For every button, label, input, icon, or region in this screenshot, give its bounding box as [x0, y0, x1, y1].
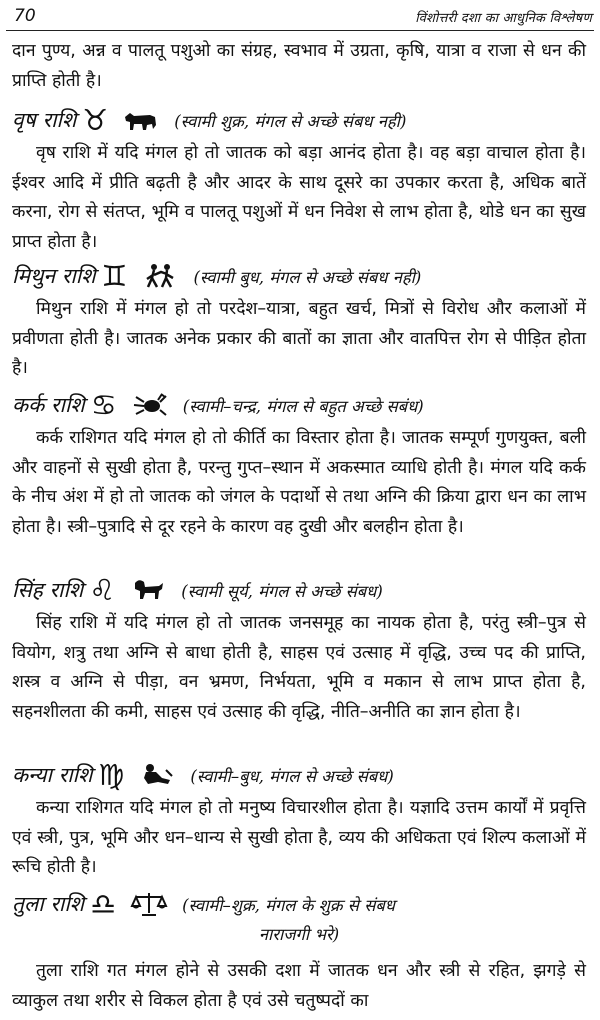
- rashi-name: मिथुन राशि: [12, 264, 96, 288]
- twins-icon: [142, 263, 180, 289]
- taurus-symbol-icon: ♉: [82, 102, 109, 137]
- libra-symbol-icon: ♎: [90, 886, 117, 921]
- lord-relation-continued: नाराजगी भरे): [258, 925, 340, 944]
- rashi-name: तुला राशि: [12, 892, 85, 916]
- section-paragraph-kark: कर्क राशिगत यदि मंगल हो तो कीर्ति का विस्तार होता है। जातक सम्पूर्ण गुणयुक्त, बली और वाहनों से सुखी होता है, परन्तु गुप्त–स्थान में अकस्मात व्याधि होती है। मंगल यदि कर्क के नीच अंश में हो तो जातक को जंगल के पदार्थो से तथा अग्नि की क्रिया द्वारा धन का लाभ होता है। स्त्री–पुत्रादि से दूर रहने के कारण वह दुखी और बलहीन होता है।: [12, 428, 586, 537]
- page-header: [6, 4, 594, 31]
- lord-relation: (स्वामी बुध, मंगल से अच्छे संबध नही): [193, 267, 422, 287]
- cancer-symbol-icon: ♋: [90, 387, 117, 422]
- section-heading-mithun: [12, 258, 586, 294]
- rashi-name: कर्क राशि: [12, 393, 85, 417]
- lion-icon: [129, 577, 167, 603]
- section-heading-vrish: [12, 102, 586, 138]
- section-heading-tula: [12, 886, 586, 922]
- section-paragraph-tula: तुला राशि गत मंगल होने से उसकी दशा में जातक धन और स्त्री से रहित, झगड़े से व्याकुल तथा शरीर से विकल होता है एवं उसे चतुष्पदों का: [12, 961, 586, 1011]
- virgo-symbol-icon: ♍: [98, 757, 125, 792]
- lord-relation: (स्वामी–शुक्र, मंगल के शुक्र से संबध: [182, 895, 395, 915]
- section-heading-singh: [12, 572, 586, 608]
- crab-icon: [131, 392, 169, 418]
- rashi-name: सिंह राशि: [12, 578, 84, 602]
- section-heading-kark: [12, 387, 586, 423]
- section-heading-kanya: [12, 757, 586, 793]
- maiden-icon: [138, 762, 176, 788]
- rashi-name: वृष राशि: [12, 108, 77, 132]
- rashi-name: कन्या राशि: [12, 763, 93, 787]
- page-number: 70: [14, 6, 36, 26]
- lord-relation: (स्वामी–चन्द्र, मंगल से बहुत अच्छे सबंध): [182, 396, 424, 416]
- bull-icon: [122, 107, 160, 133]
- section-paragraph-singh: सिंह राशि में यदि मंगल हो तो जातक जनसमूह का नायक होता है, परंतु स्त्री–पुत्र से वियोग, शत्रु तथा अग्नि से बाधा होती है, साहस एवं उत्साह में वृद्धि, उच्च पद की प्राप्ति, शस्त्र व अग्नि से पीड़ा, वन भ्रमण, निर्भयता, भूमि व मकान से लाभ प्राप्त होता है, सहनशीलता की कमी, साहस एवं उत्साह की वृद्धि, नीति–अनीति का ज्ञान होता है।: [12, 613, 586, 722]
- lord-relation: (स्वामी–बुध, मंगल से अच्छे संबध): [190, 766, 394, 786]
- lord-relation: (स्वामी शुक्र, मंगल से अच्छे संबध नही): [174, 111, 407, 131]
- section-paragraph-vrish: वृष राशि में यदि मंगल हो तो जातक को बड़ा आनंद होता है। वह बड़ा वाचाल होता है। ईश्वर आदि में प्रीति बढ़ती है और आदर के साथ दूसरे का उपकार करता है, अधिक बातें करना, रोग से संतप्त, भूमि व पालतू पशुओं में धन निवेश से लाभ होता है, थोडे धन का सुख प्राप्त होता है।: [12, 143, 586, 252]
- scales-icon: [130, 891, 168, 917]
- gemini-symbol-icon: ♊: [101, 258, 128, 293]
- lord-relation: (स्वामी सूर्य, मंगल से अच्छे संबध): [181, 581, 383, 601]
- section-paragraph-kanya: कन्या राशिगत यदि मंगल हो तो मनुष्य विचारशील होता है। यज्ञादि उत्तम कार्यों में प्रवृत्ति एवं स्त्री, पुत्र, भूमि और धन–धान्य से सुखी होता है, व्यय की अधिकता एवं शिल्प कलाओं में रूचि होती है।: [12, 798, 586, 877]
- section-paragraph-mithun: मिथुन राशि में मंगल हो तो परदेश–यात्रा, बहुत खर्च, मित्रों से विरोध और कलाओं में प्रवीणता होती है। जातक अनेक प्रकार की बातों का ज्ञाता और वातपित्त रोग से पीड़ित होता है।: [12, 299, 586, 378]
- intro-paragraph: दान पुण्य, अन्न व पालतू पशुओ का संग्रह, स्वभाव में उग्रता, कृषि, यात्रा व राजा से धन की प्राप्ति होती है।: [12, 41, 586, 91]
- leo-symbol-icon: ♌: [89, 572, 116, 607]
- running-title: विंशोत्तरी दशा का आधुनिक विश्लेषण: [415, 11, 592, 26]
